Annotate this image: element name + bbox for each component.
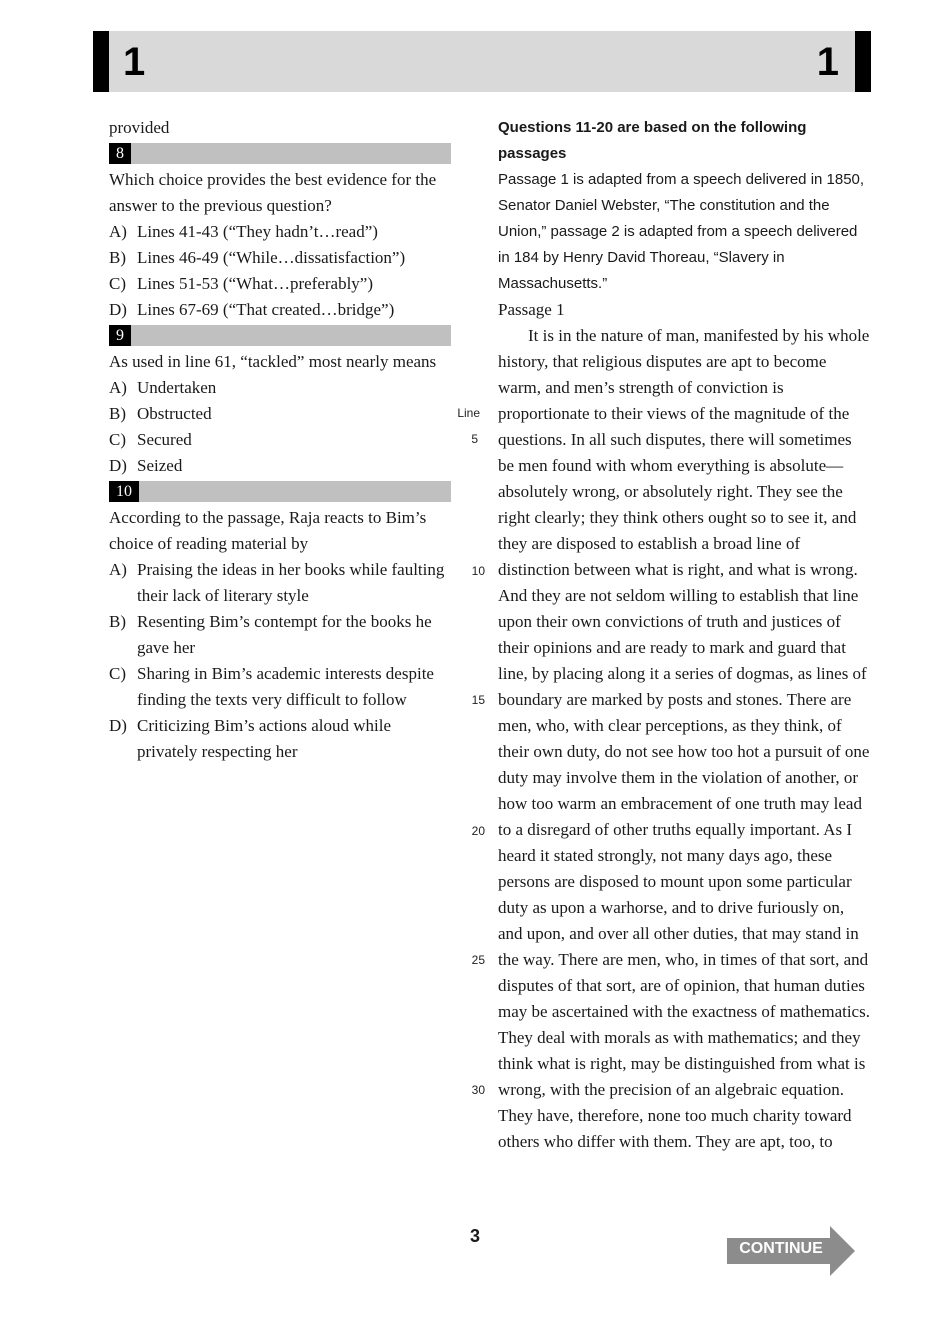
continue-label: CONTINUE [739,1240,823,1257]
option-letter: B) [109,612,126,631]
answer-option-a[interactable] [109,557,451,609]
line-number: 10 [471,564,485,578]
answer-option-c[interactable] [109,427,451,453]
option-letter: A) [109,560,127,579]
option-letter: D) [109,716,127,735]
option-text: Resenting Bim’s contempt for the books he gave her [137,612,432,657]
question-number: 9 [109,325,131,346]
option-text: Seized [137,456,183,475]
answer-option-a[interactable] [109,219,451,245]
option-text: Praising the ideas in her books while faulting their lack of literary style [137,560,445,605]
option-letter: C) [109,430,126,449]
line-number: 5 [471,432,478,446]
section-header [93,31,871,92]
option-letter: B) [109,404,126,423]
option-text: Undertaken [137,378,217,397]
question-number-bar [109,481,451,502]
option-text: Secured [137,430,192,449]
option-letter: C) [109,274,126,293]
passage-label: Passage 1 [498,300,565,319]
answer-option-a[interactable] [109,375,451,401]
question-number: 10 [109,481,139,502]
option-text: Lines 46-49 (“While…dissatisfaction”) [137,248,406,267]
question-prompt: As used in line 61, “tackled” most nearly means [109,352,437,371]
answer-option-b[interactable] [109,401,451,427]
line-number: 25 [471,953,485,967]
option-text: Sharing in Bim’s academic interests despite finding the texts very difficult to follow [137,664,434,709]
line-number: 30 [471,1083,485,1097]
right-column [498,115,870,1155]
continue-button[interactable] [727,1226,857,1276]
left-column [109,115,451,765]
question-10 [109,481,451,765]
answer-option-c[interactable] [109,271,451,297]
question-prompt: According to the passage, Raja reacts to Bim’s choice of reading material by [109,508,427,553]
option-letter: D) [109,300,127,319]
option-letter: A) [109,378,127,397]
option-text: Criticizing Bim’s actions aloud while privately respecting her [137,716,392,761]
question-8 [109,143,451,323]
passage-intro: Passage 1 is adapted from a speech delivered in 1850, Senator Daniel Webster, “The constitution and the Union,” passage 2 is adapted from a speech delivered in 184 by Henry David Thoreau, “Slavery in Massachusetts.” [498,171,865,292]
section-number-left: 1 [123,40,146,84]
question-number: 8 [109,143,131,164]
line-number: 20 [471,824,485,838]
answer-option-b[interactable] [109,245,451,271]
passage-set-heading: Questions 11-20 are based on the following passages [498,119,807,162]
option-text: Lines 41-43 (“They hadn’t…read”) [137,222,378,241]
question-prompt: Which choice provides the best evidence for the answer to the previous question? [109,170,437,215]
option-text: Obstructed [137,404,212,423]
option-letter: D) [109,456,127,475]
answer-option-d[interactable] [109,453,451,479]
answer-option-c[interactable] [109,661,451,713]
header-right-bar [855,31,871,92]
line-label: Line [457,406,480,420]
continued-fragment: provided [109,118,170,137]
question-number-bar [109,143,451,164]
page-number: 3 [469,1226,480,1246]
option-letter: B) [109,248,126,267]
answer-option-d[interactable] [109,297,451,323]
option-text: Lines 51-53 (“What…preferably”) [137,274,373,293]
section-number-right: 1 [816,40,839,84]
option-letter: C) [109,664,126,683]
answer-option-b[interactable] [109,609,451,661]
option-text: Lines 67-69 (“That created…bridge”) [137,300,395,319]
question-9 [109,325,451,479]
line-number: 15 [471,693,485,707]
passage-1-text: It is in the nature of man, manifested by his whole history, that religious disputes are apt to become warm, and men’s strength of conviction is proportionate to their views of the magnitude of the questions. In all such disputes, there will sometimes be men found with whom everything is absolute—absolutely wrong, or absolutely right. They see the right clearly; they think others ought so to see it, and they are disposed to establish a broad line of distinction between what is right, and what is wrong. And they are not seldom willing to establish that line upon their own convictions of truth and justices of their opinions and are ready to mark and guard that line, by placing along it a series of dogmas, as lines of boundary are marked by posts and stones. There are men, who, with clear perceptions, as they think, of their own duty, do not see how too hot a pursuit of one duty may involve them in the violation of another, or how too warm an embracement of one truth may lead to a disregard of other truths equally important. As I heard it stated strongly, not many days ago, these persons are disposed to mount upon some particular duty as upon a warhorse, and to drive furiously on, and upon, and over all other duties, that may stand in the way. There are men, who, in times of that sort, and disputes of that sort, are of opinion, that human duties may be ascertained with the exactness of mathematics. They deal with morals as with mathematics; and they think what is right, may be distinguished from what is wrong, with the precision of an algebraic equation. They have, therefore, none too much charity toward others who differ with them. They are apt, too, to [498,326,870,1151]
answer-option-d[interactable] [109,713,451,765]
option-letter: A) [109,222,127,241]
header-left-bar [93,31,109,92]
question-number-bar [109,325,451,346]
